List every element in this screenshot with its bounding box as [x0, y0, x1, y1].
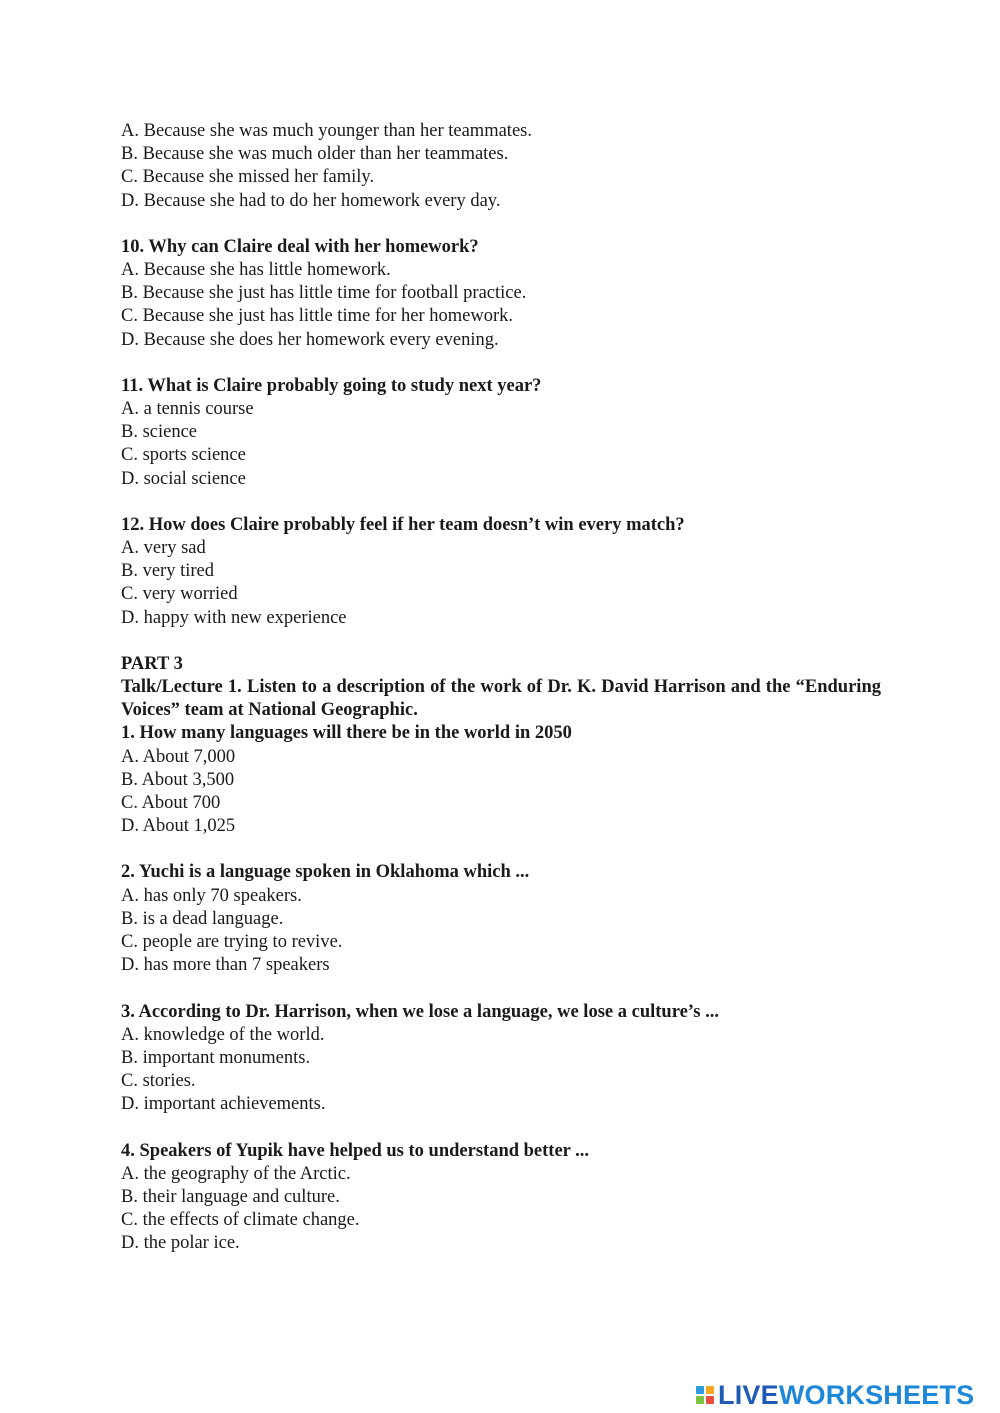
option[interactable]: D. Because she had to do her homework every day.: [121, 190, 501, 211]
liveworksheets-logo-icon: [696, 1386, 714, 1404]
option[interactable]: C. very worried: [121, 584, 238, 605]
option[interactable]: B. very tired: [121, 561, 214, 582]
option[interactable]: B. About 3,500: [121, 769, 235, 790]
lecture-instructions: Talk/Lecture 1. Listen to a description of the work of Dr. K. David Harrison and the “Enduring Voices” team at National Geographic.: [121, 677, 881, 721]
question-text: 10. Why can Claire deal with her homework?: [121, 236, 479, 257]
option[interactable]: D. the polar ice.: [121, 1233, 240, 1254]
option[interactable]: C. Because she just has little time for her homework.: [121, 306, 514, 327]
option[interactable]: A. very sad: [121, 538, 206, 559]
question-text: 11. What is Claire probably going to study next year?: [121, 375, 542, 396]
worksheet-page: [121, 120, 881, 1256]
question-10: [121, 236, 881, 352]
logo-live: LIVE: [718, 1379, 779, 1410]
question-12: [121, 514, 881, 630]
option[interactable]: C. About 700: [121, 793, 221, 814]
part3-question-3: [121, 1001, 881, 1117]
option[interactable]: A. Because she was much younger than her teammates.: [121, 121, 532, 141]
option[interactable]: D. social science: [121, 468, 246, 489]
option[interactable]: B. their language and culture.: [121, 1186, 340, 1207]
option[interactable]: D. happy with new experience: [121, 607, 347, 628]
option[interactable]: C. sports science: [121, 445, 246, 466]
question-text: 1. How many languages will there be in the world in 2050: [121, 723, 572, 744]
option[interactable]: D. Because she does her homework every evening.: [121, 329, 499, 350]
option[interactable]: A. Because she has little homework.: [121, 260, 391, 281]
liveworksheets-logo[interactable]: [696, 1380, 974, 1410]
part3-question-4: [121, 1140, 881, 1256]
option[interactable]: D. About 1,025: [121, 816, 236, 837]
question-11: [121, 375, 881, 491]
logo-text: [718, 1380, 974, 1411]
option[interactable]: A. About 7,000: [121, 746, 236, 767]
question-text: 12. How does Claire probably feel if her team doesn’t win every match?: [121, 514, 685, 535]
option[interactable]: A. the geography of the Arctic.: [121, 1163, 351, 1184]
question-text: 2. Yuchi is a language spoken in Oklahoma which ...: [121, 862, 530, 883]
part-heading: PART 3: [121, 653, 183, 674]
option[interactable]: A. has only 70 speakers.: [121, 885, 302, 906]
part3-question-2: [121, 861, 881, 977]
option[interactable]: A. knowledge of the world.: [121, 1024, 325, 1045]
logo-worksheets: WORKSHEETS: [778, 1379, 975, 1410]
option[interactable]: C. Because she missed her family.: [121, 167, 375, 188]
option[interactable]: C. the effects of climate change.: [121, 1210, 360, 1231]
option[interactable]: B. Because she just has little time for football practice.: [121, 283, 527, 304]
question-text: 3. According to Dr. Harrison, when we lose a language, we lose a culture’s ...: [121, 1001, 719, 1022]
option[interactable]: D. important achievements.: [121, 1094, 326, 1115]
option[interactable]: C. stories.: [121, 1071, 196, 1092]
option[interactable]: B. Because she was much older than her teammates.: [121, 144, 509, 165]
option[interactable]: B. is a dead language.: [121, 908, 284, 929]
option[interactable]: B. science: [121, 422, 198, 443]
part3-question-1: [121, 722, 881, 838]
option[interactable]: A. a tennis course: [121, 399, 254, 420]
option[interactable]: C. people are trying to revive.: [121, 932, 343, 953]
option[interactable]: D. has more than 7 speakers: [121, 955, 330, 976]
option[interactable]: B. important monuments.: [121, 1047, 311, 1068]
question-text: 4. Speakers of Yupik have helped us to understand better ...: [121, 1140, 590, 1161]
q9-options: [121, 120, 881, 213]
